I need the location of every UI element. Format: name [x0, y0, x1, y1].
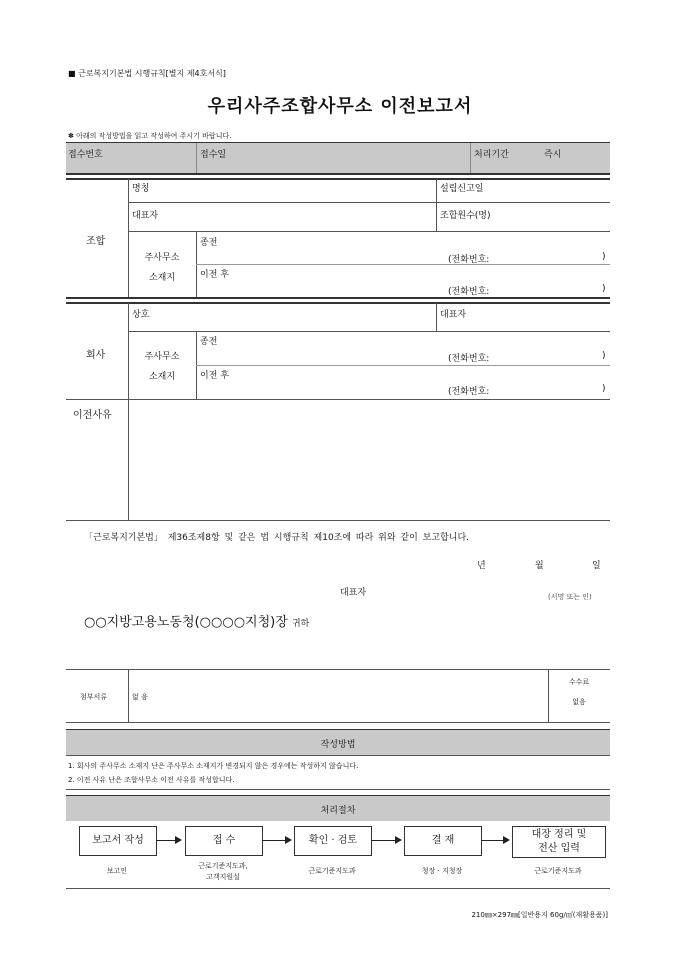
reason-label: 이전사유: [73, 410, 112, 421]
procedure-step-5: [512, 826, 606, 858]
company-address-label-2: 소재지: [148, 372, 176, 382]
date-year-label: 년: [477, 561, 486, 571]
procedure-actor-5: 근로기준지도과: [534, 867, 582, 875]
union-after-phone-close: ): [602, 284, 606, 294]
company-after-label: 이전 후: [200, 371, 229, 381]
procedure-step-2-label: 접 수: [212, 835, 236, 846]
company-before-phone-label: (전화번호:: [448, 354, 490, 364]
processing-period-value: 즉시: [544, 150, 562, 160]
procedure-step-4-label: 결 재: [431, 835, 455, 846]
union-after-phone-label: (전화번호:: [448, 287, 490, 297]
arrow-2-head: [285, 836, 292, 844]
addressee-name: ○○지방고용노동청(○○○○지청)장: [84, 615, 288, 630]
union-established-date-label: 설립신고일: [440, 184, 484, 194]
procedure-step-4: [404, 826, 482, 856]
arrow-1-head: [175, 836, 182, 844]
union-rep-label: 대표자: [132, 211, 159, 221]
processing-period-label: 처리기간: [474, 150, 509, 160]
form-reference: ■ 근로복지기본법 시행규칙[별지 제4호서식]: [68, 69, 226, 78]
fee-label: 수수료: [568, 678, 590, 686]
arrow-2: [262, 840, 286, 841]
company-after-phone-close: ): [602, 384, 606, 394]
date-month-label: 월: [535, 561, 544, 571]
attachments-label: 첨부서류: [80, 693, 108, 701]
company-before-label: 종전: [200, 337, 218, 347]
procedure-actor-3: 근로기준지도과: [308, 867, 356, 875]
fee-value: 없음: [572, 698, 586, 706]
attachments-value: 없 음: [132, 693, 148, 701]
arrow-3-head: [395, 836, 402, 844]
procedure-actor-4: 청장 · 지청장: [421, 867, 463, 875]
procedure-actor-1: 보고인: [106, 867, 128, 875]
union-before-phone-label: (전화번호:: [448, 255, 490, 265]
procedure-step-1-label: 보고서 작성: [92, 835, 144, 846]
company-section-label: 회사: [86, 350, 106, 361]
union-member-count-label: 조합원수(명): [440, 211, 491, 221]
arrow-1: [156, 840, 176, 841]
company-address-label-1: 주사무소: [144, 352, 180, 362]
union-before-label: 종전: [200, 238, 218, 248]
procedure-step-5-label-2: 전산 입력: [538, 843, 580, 854]
signer-label: 대표자: [340, 588, 367, 598]
company-rep-label: 대표자: [440, 310, 467, 320]
union-address-label-2: 소재지: [148, 273, 176, 283]
union-after-label: 이전 후: [200, 270, 229, 280]
procedure-actor-2a: 근로기준지도과,: [198, 862, 248, 870]
instructions-title: 작성방법: [320, 740, 356, 750]
paper-spec: 210㎜×297㎜[일반용지 60g/㎡(재활용품)]: [471, 911, 608, 919]
signature-hint: (서명 또는 인): [548, 593, 592, 601]
instruction-item-2: 2. 이전 사유 난은 조합사무소 이전 사유를 작성합니다.: [68, 776, 235, 784]
addressee: [84, 611, 309, 630]
union-before-phone-close: ): [602, 252, 606, 262]
company-trade-name-label: 상호: [132, 310, 150, 320]
procedure-title: 처리절차: [320, 806, 356, 816]
procedure-actor-2b: 고객지원실: [206, 873, 240, 881]
arrow-4: [481, 840, 504, 841]
arrow-4-head: [503, 836, 510, 844]
addressee-suffix: 귀하: [291, 619, 310, 629]
procedure-step-1: [79, 826, 157, 856]
union-name-label: 명칭: [132, 184, 150, 194]
company-before-phone-close: ): [602, 351, 606, 361]
union-section-label: 조합: [86, 236, 106, 247]
notice-text: ✽ 아래의 작성방법을 읽고 작성하여 주시기 바랍니다.: [68, 132, 232, 140]
procedure-step-5-label-1: 대장 정리 및: [531, 829, 587, 840]
procedure-step-3-label: 확인 · 검토: [308, 835, 358, 846]
date-day-label: 일: [592, 561, 601, 571]
procedure-step-2: [185, 826, 263, 856]
intake-bar: [66, 143, 610, 173]
receipt-date-label: 접수일: [200, 150, 227, 160]
company-after-phone-label: (전화번호:: [448, 387, 490, 397]
instruction-item-1: 1. 회사의 주사무소 소재지 난은 주사무소 소재지가 변경되지 않은 경우에는 작성하지 않습니다.: [68, 762, 359, 770]
receipt-number-label: 접수번호: [68, 150, 103, 160]
union-address-label-1: 주사무소: [144, 253, 180, 263]
page-title: 우리사주조합사무소 이전보고서: [207, 96, 473, 117]
declaration-text: 「근로복지기본법」 제36조제8항 및 같은 법 시행규칙 제10조에 따라 위와 같이 보고합니다.: [84, 533, 470, 543]
procedure-step-3: [294, 826, 372, 856]
arrow-3: [371, 840, 396, 841]
reason-field[interactable]: [130, 402, 608, 518]
